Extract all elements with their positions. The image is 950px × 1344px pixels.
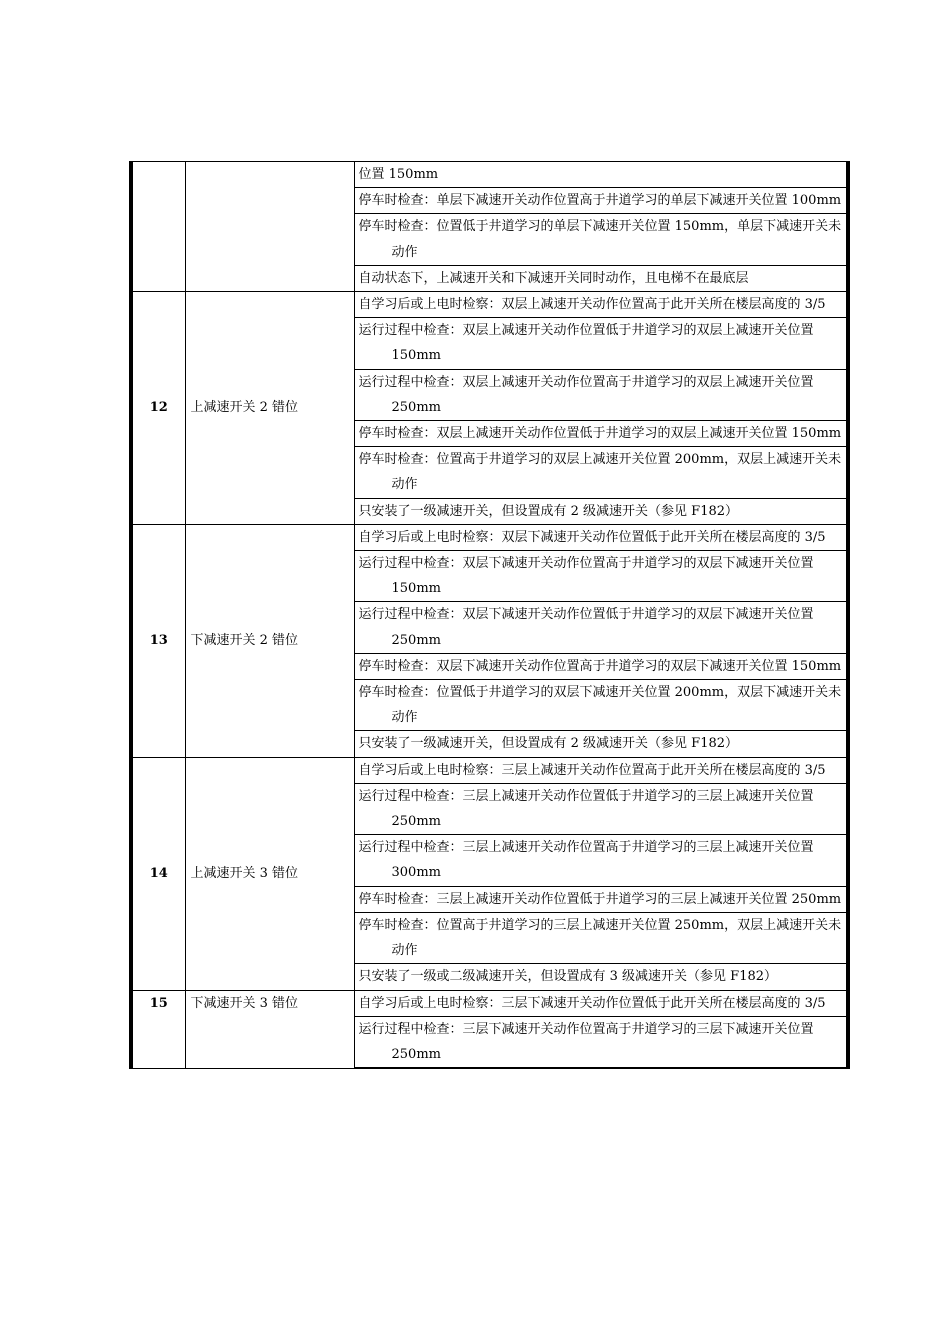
fault-name-cell: 下减速开关 3 错位	[185, 990, 354, 1068]
condition-cell: 只安装了一级或二级减速开关，但设置成有 3 级减速开关（参见 F182）	[354, 964, 848, 990]
condition-cell: 停车时检查：三层上减速开关动作位置低于井道学习的三层上减速开关位置 250mm	[354, 886, 848, 912]
condition-cell: 停车时检查：位置高于井道学习的三层上减速开关位置 250mm，双层上减速开关未动作	[354, 912, 848, 963]
fault-number-cell: 12	[131, 292, 185, 525]
condition-cell: 停车时检查：单层下减速开关动作位置高于井道学习的单层下减速开关位置 100mm	[354, 188, 848, 214]
fault-table	[129, 161, 850, 1069]
table-row	[131, 162, 848, 188]
condition-cell: 位置 150mm	[354, 162, 848, 188]
condition-cell: 自学习后或上电时检察：双层下减速开关动作位置低于此开关所在楼层高度的 3/5	[354, 524, 848, 550]
fault-name-cell: 上减速开关 2 错位	[185, 292, 354, 525]
table-row	[131, 292, 848, 318]
fault-number-cell: 15	[131, 990, 185, 1068]
fault-name-cell: 上减速开关 3 错位	[185, 757, 354, 990]
condition-cell: 自学习后或上电时检察：三层上减速开关动作位置高于此开关所在楼层高度的 3/5	[354, 757, 848, 783]
condition-cell: 停车时检查：位置低于井道学习的单层下减速开关位置 150mm，单层下减速开关未动作	[354, 214, 848, 265]
condition-cell: 运行过程中检查：双层下减速开关动作位置低于井道学习的双层下减速开关位置 250mm	[354, 602, 848, 653]
condition-cell: 停车时检查：双层上减速开关动作位置低于井道学习的双层上减速开关位置 150mm	[354, 421, 848, 447]
condition-cell: 自动状态下，上减速开关和下减速开关同时动作，且电梯不在最底层	[354, 265, 848, 291]
table-row	[131, 757, 848, 783]
condition-cell: 运行过程中检查：三层上减速开关动作位置低于井道学习的三层上减速开关位置 250mm	[354, 783, 848, 834]
table-row	[131, 990, 848, 1016]
fault-number-cell: 14	[131, 757, 185, 990]
fault-number-cell	[131, 162, 185, 292]
fault-name-cell: 下减速开关 2 错位	[185, 524, 354, 757]
fault-table-body	[131, 162, 848, 1069]
condition-cell: 停车时检查：位置低于井道学习的双层下减速开关位置 200mm，双层下减速开关未动作	[354, 680, 848, 731]
fault-number-cell: 13	[131, 524, 185, 757]
fault-name-cell	[185, 162, 354, 292]
condition-cell: 停车时检查：位置高于井道学习的双层上减速开关位置 200mm，双层上减速开关未动作	[354, 447, 848, 498]
table-row	[131, 524, 848, 550]
condition-cell: 运行过程中检查：三层下减速开关动作位置高于井道学习的三层下减速开关位置 250mm	[354, 1016, 848, 1068]
condition-cell: 只安装了一级减速开关，但设置成有 2 级减速开关（参见 F182）	[354, 731, 848, 757]
condition-cell: 停车时检查：双层下减速开关动作位置高于井道学习的双层下减速开关位置 150mm	[354, 653, 848, 679]
condition-cell: 自学习后或上电时检察：三层下减速开关动作位置低于此开关所在楼层高度的 3/5	[354, 990, 848, 1016]
condition-cell: 运行过程中检查：双层上减速开关动作位置低于井道学习的双层上减速开关位置 150mm	[354, 318, 848, 369]
condition-cell: 运行过程中检查：双层下减速开关动作位置高于井道学习的双层下减速开关位置 150mm	[354, 551, 848, 602]
condition-cell: 只安装了一级减速开关，但设置成有 2 级减速开关（参见 F182）	[354, 498, 848, 524]
condition-cell: 运行过程中检查：双层上减速开关动作位置高于井道学习的双层上减速开关位置 250mm	[354, 369, 848, 420]
condition-cell: 运行过程中检查：三层上减速开关动作位置高于井道学习的三层上减速开关位置 300mm	[354, 835, 848, 886]
condition-cell: 自学习后或上电时检察：双层上减速开关动作位置高于此开关所在楼层高度的 3/5	[354, 292, 848, 318]
